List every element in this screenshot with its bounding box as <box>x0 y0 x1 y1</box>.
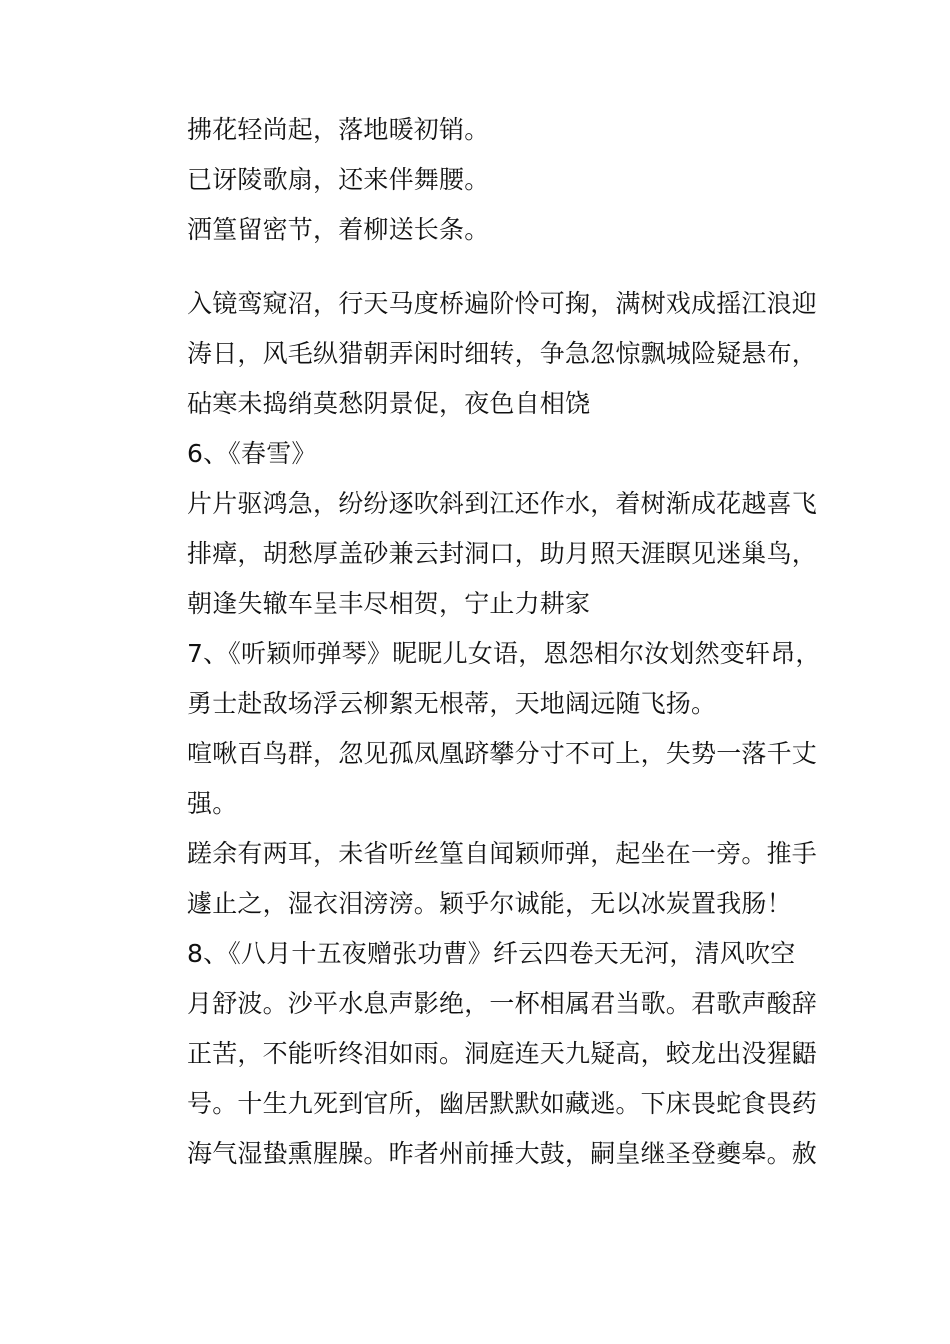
text-line: 8、《八月十五夜赠张功曹》纤云四卷天无河，清风吹空 <box>187 939 796 968</box>
text-line: 强。 <box>187 789 238 818</box>
text-line: 排瘴，胡愁厚盖砂兼云封洞口，助月照天涯瞑见迷巢鸟， <box>187 539 818 568</box>
text-line: 海气湿蛰熏腥臊。昨者州前捶大鼓，嗣皇继圣登夔皋。赦 <box>187 1139 818 1168</box>
text-line: 遽止之，湿衣泪滂滂。颖乎尔诚能，无以冰炭置我肠！ <box>187 889 792 918</box>
text-line: 朝逢失辙车呈丰尽相贺，宁止力耕家 <box>187 589 591 618</box>
text-line: 喧啾百鸟群，忽见孤凤凰跻攀分寸不可上，失势一落千丈 <box>187 739 818 768</box>
text-line: 砧寒未捣绡莫愁阴景促，夜色自相饶 <box>187 389 591 418</box>
text-line: 号。十生九死到官所，幽居默默如藏逃。下床畏蛇食畏药 <box>187 1089 818 1118</box>
text-line: 7、《听颖师弹琴》昵昵儿女语，恩怨相尔汝划然变轩昂， <box>187 639 821 668</box>
text-line: 勇士赴敌场浮云柳絮无根蒂，天地阔远随飞扬。 <box>187 689 717 718</box>
text-line: 片片驱鸿急，纷纷逐吹斜到江还作水，着树渐成花越喜飞 <box>187 489 818 518</box>
text-line: 入镜鸾窥沼，行天马度桥遍阶怜可掬，满树戏成摇江浪迎 <box>187 289 818 318</box>
text-line: 蹉余有两耳，未省听丝篁自闻颖师弹，起坐在一旁。推手 <box>187 839 818 868</box>
text-line: 拂花轻尚起，落地暖初销。 <box>187 115 490 144</box>
text-line: 正苦，不能听终泪如雨。洞庭连天九疑高，蛟龙出没猩鼯 <box>187 1039 818 1068</box>
text-line: 涛日，风毛纵猎朝弄闲时细转，争急忽惊飘城险疑悬布， <box>187 339 818 368</box>
text-line: 月舒波。沙平水息声影绝，一杯相属君当歌。君歌声酸辞 <box>187 989 818 1018</box>
text-line: 已讶陵歌扇，还来伴舞腰。 <box>187 165 490 194</box>
section-heading: 6、《春雪》 <box>187 439 317 468</box>
text-line: 洒篁留密节，着柳送长条。 <box>187 215 490 244</box>
